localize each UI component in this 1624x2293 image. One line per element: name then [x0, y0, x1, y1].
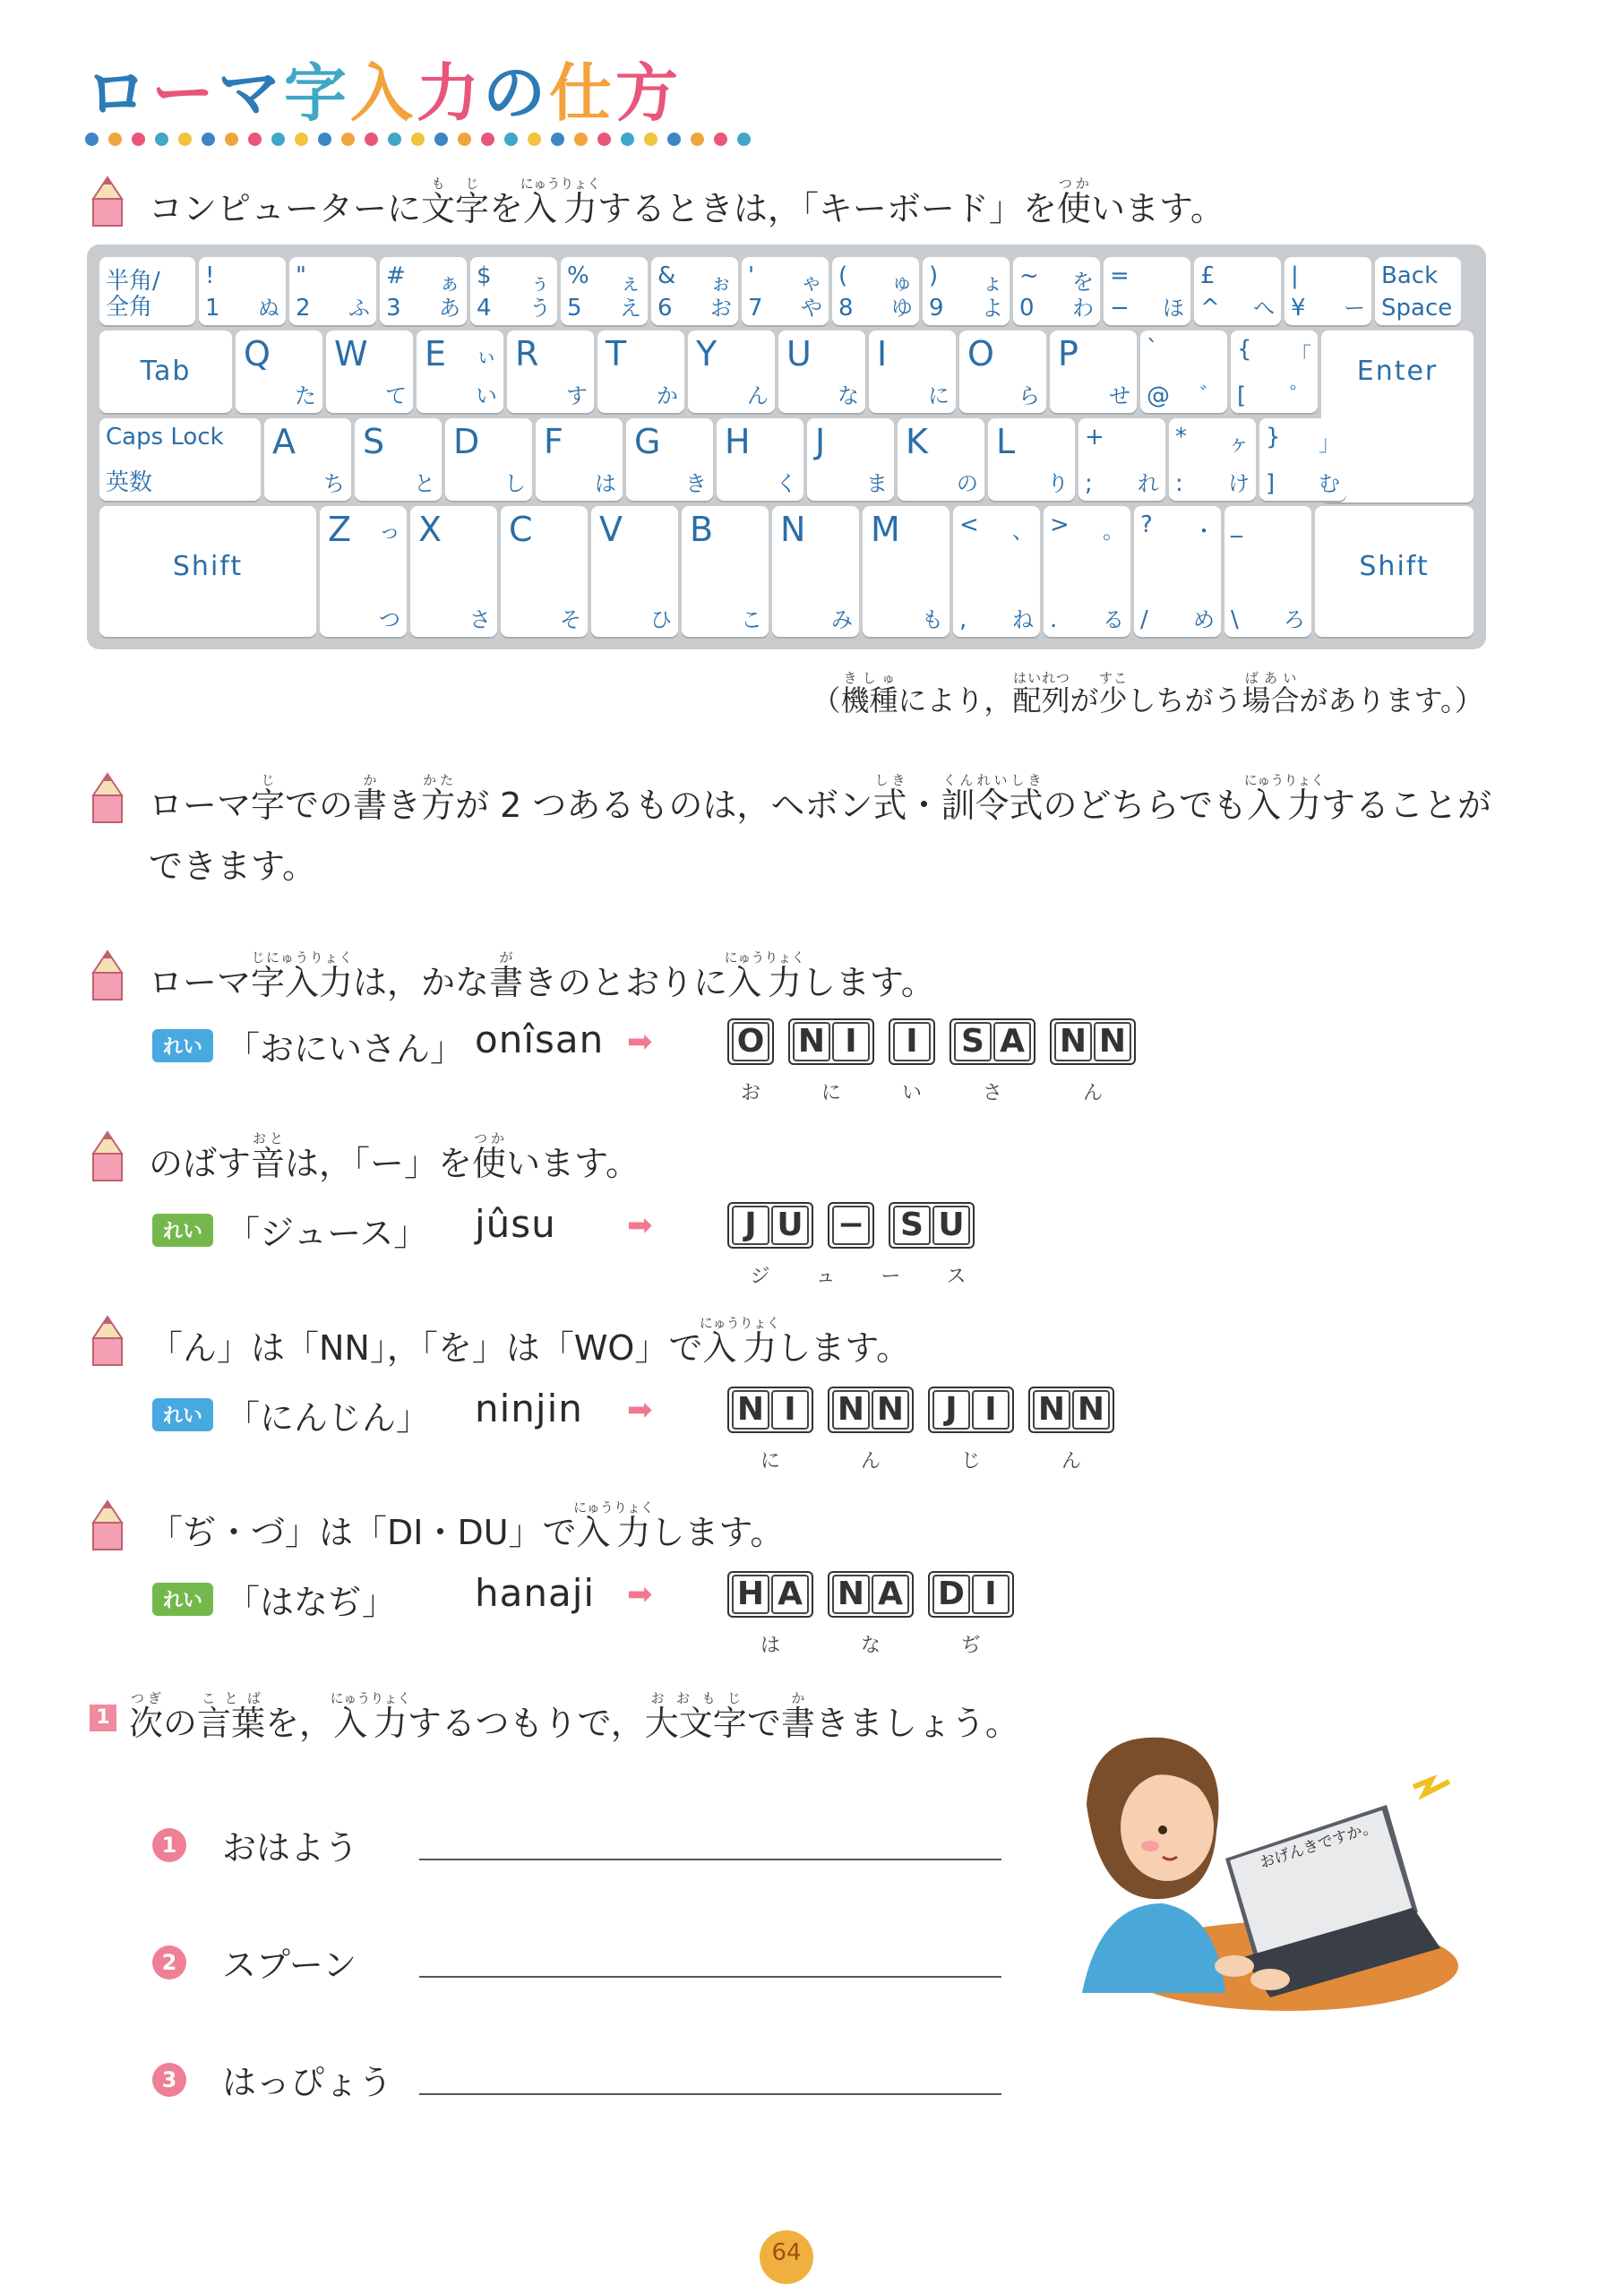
- kana-label: ー: [881, 1266, 901, 1288]
- example-romaji: jûsu: [475, 1202, 556, 1246]
- divider-dot: [434, 133, 448, 146]
- key-row3-7: K の: [898, 418, 984, 501]
- divider-dot: [621, 133, 634, 146]
- key-cap: I: [771, 1390, 809, 1430]
- key-row4-4: B こ: [682, 506, 769, 637]
- key-row2-4: T か: [597, 331, 684, 413]
- item-word: おはよう: [222, 1828, 359, 1868]
- kana-label: い: [902, 1082, 923, 1104]
- key-group: [727, 1018, 774, 1065]
- key-row1-13: | ¥ ー: [1285, 257, 1371, 325]
- key-cap: I: [893, 1022, 931, 1061]
- title-char: の: [483, 56, 549, 130]
- key-row1-10: ~ を 0 わ: [1013, 257, 1100, 325]
- title-dot-divider: [85, 133, 751, 146]
- key-cap: I: [832, 1022, 870, 1061]
- key-row1-1: ! 1 ぬ: [199, 257, 286, 325]
- key-row4-8: > 。 . る: [1044, 506, 1130, 637]
- divider-dot: [667, 133, 681, 146]
- key-group: [788, 1018, 874, 1065]
- key-cap: N: [1072, 1390, 1110, 1430]
- pencil-icon: [90, 1315, 125, 1370]
- key-row2-2: E ぃ い: [417, 331, 503, 413]
- kana-label: ん: [861, 1450, 881, 1473]
- divider-dot: [458, 133, 471, 146]
- example-ninjin: [152, 1387, 583, 1439]
- example-badge: れい: [152, 1214, 213, 1247]
- key-row4-5: N み: [772, 506, 859, 637]
- key-group: [889, 1202, 975, 1249]
- key-row3-6: J ま: [807, 418, 894, 501]
- divider-dot: [714, 133, 727, 146]
- key-group: [727, 1202, 813, 1249]
- example-keys-ninjin: [727, 1387, 1129, 1473]
- key-row3-4: G き: [626, 418, 713, 501]
- example-keys-onisan: [727, 1018, 1150, 1104]
- key-cap: A: [771, 1575, 809, 1614]
- kana-label: じ: [961, 1450, 982, 1473]
- key-group: [727, 1571, 813, 1618]
- key-group: [928, 1387, 1014, 1433]
- kana-label: ぢ: [961, 1635, 982, 1657]
- key-row2-8: O ら: [959, 331, 1046, 413]
- kana-label: お: [741, 1082, 761, 1104]
- key-caps-lock: Caps Lock 英数: [99, 418, 261, 501]
- key-cap: N: [793, 1022, 830, 1061]
- kana-label: は: [760, 1635, 781, 1657]
- example-onisan: [152, 1018, 605, 1070]
- example-badge: れい: [152, 1583, 213, 1616]
- divider-dot: [365, 133, 378, 146]
- key-cap: N: [1094, 1022, 1131, 1061]
- divider-dot: [108, 133, 122, 146]
- arrow-right-icon: ➡: [627, 1024, 653, 1060]
- example-hanaji: [152, 1571, 596, 1624]
- pencil-icon: [90, 772, 125, 828]
- title-char: 力: [417, 56, 483, 130]
- key-row3-3: F は: [536, 418, 623, 501]
- item-number: 2: [152, 1945, 186, 1980]
- divider-dot: [737, 133, 751, 146]
- key-cap: N: [732, 1390, 769, 1430]
- key-row4-7: < 、 , ね: [953, 506, 1040, 637]
- key-cap: −: [832, 1206, 870, 1245]
- example-keys-jusu: [727, 1202, 989, 1288]
- intro-paragraph: コンピューターに文字もじを入力にゅうりょくするときは，「キーボード」を使つかいます。: [90, 176, 1224, 239]
- example-keys-hanaji: [727, 1571, 1028, 1657]
- divider-dot: [481, 133, 494, 146]
- key-row2-3: R す: [507, 331, 594, 413]
- answer-line-2[interactable]: [419, 1976, 1001, 1978]
- rule-paragraph-long-vowel: のばす音おとは，「ー」を使つかいます。: [90, 1130, 640, 1194]
- key-row1-4: $ ぅ 4 う: [470, 257, 557, 325]
- divider-dot: [248, 133, 262, 146]
- key-cap: I: [972, 1390, 1010, 1430]
- key-row3-0: A ち: [264, 418, 351, 501]
- exercise-item-1: [152, 1820, 419, 1869]
- key-cap: N: [1054, 1022, 1092, 1061]
- key-cap: N: [1033, 1390, 1070, 1430]
- example-romaji: ninjin: [475, 1387, 583, 1430]
- divider-dot: [597, 133, 611, 146]
- key-row4-9: ? ・ / め: [1134, 506, 1221, 637]
- kana-label: に: [760, 1450, 781, 1473]
- divider-dot: [225, 133, 238, 146]
- key-row3-9: + ; れ: [1078, 418, 1165, 501]
- divider-dot: [132, 133, 145, 146]
- rule-paragraph-nn-wo: 「ん」は「NN」，「を」は「WO」で入力にゅうりょくします。: [90, 1315, 910, 1378]
- example-jusu: [152, 1202, 556, 1255]
- key-cap: U: [771, 1206, 809, 1245]
- pencil-icon: [90, 1130, 125, 1186]
- key-shift-right: Shift: [1315, 506, 1474, 637]
- divider-dot: [85, 133, 99, 146]
- key-row2-1: W て: [326, 331, 413, 413]
- key-row2-0: Q た: [236, 331, 322, 413]
- divider-dot: [341, 133, 355, 146]
- keyboard-note: （機種きしゅにより，配列はいれつが少すこしちがう場合ばあいがあります。）: [812, 670, 1483, 717]
- answer-line-1[interactable]: [419, 1859, 1001, 1860]
- key-group: [1028, 1387, 1114, 1433]
- key-row1-7: ' ゃ 7 や: [742, 257, 829, 325]
- title-char: 方: [615, 56, 682, 130]
- key-cap: O: [732, 1022, 769, 1061]
- key-row2-9: P せ: [1050, 331, 1137, 413]
- title-char: ロ: [85, 56, 151, 130]
- key-group: [889, 1018, 935, 1065]
- example-kana: 「にんじん」: [226, 1398, 431, 1438]
- arrow-right-icon: ➡: [627, 1392, 653, 1428]
- arrow-right-icon: ➡: [627, 1576, 653, 1612]
- divider-dot: [271, 133, 285, 146]
- key-row4-0: Z っ つ: [320, 506, 407, 637]
- example-romaji: hanaji: [475, 1571, 596, 1615]
- key-cap: A: [872, 1575, 909, 1614]
- title-char: 字: [284, 56, 350, 130]
- girl-typing-illustration: [1064, 1724, 1467, 2011]
- key-cap: H: [732, 1575, 769, 1614]
- key-group: [949, 1018, 1035, 1065]
- key-row2-6: U な: [778, 331, 865, 413]
- divider-dot: [411, 133, 425, 146]
- divider-dot: [504, 133, 518, 146]
- example-kana: 「はなぢ」: [226, 1583, 397, 1622]
- key-row2-7: I に: [869, 331, 956, 413]
- key-row1-3: # ぁ 3 あ: [380, 257, 467, 325]
- key-row4-1: X さ: [410, 506, 497, 637]
- divider-dot: [691, 133, 704, 146]
- example-kana: 「おにいさん」: [226, 1029, 465, 1069]
- title-char: ー: [151, 56, 218, 130]
- key-cap: J: [732, 1206, 769, 1245]
- key-group: [1050, 1018, 1136, 1065]
- kana-label: ュ: [815, 1266, 836, 1288]
- key-group: [828, 1202, 874, 1249]
- key-row1-8: ( ゅ 8 ゆ: [832, 257, 919, 325]
- key-cap: S: [954, 1022, 992, 1061]
- pencil-icon: [90, 949, 125, 1005]
- key-group: [727, 1387, 813, 1433]
- example-romaji: onîsan: [475, 1018, 605, 1061]
- example-badge: れい: [152, 1398, 213, 1431]
- divider-dot: [318, 133, 331, 146]
- kana-label: な: [861, 1635, 881, 1657]
- keyboard-diagram: [87, 245, 1486, 649]
- key-cap: U: [932, 1206, 970, 1245]
- title-char: マ: [218, 56, 284, 130]
- divider-dot: [178, 133, 192, 146]
- kana-label: ん: [1083, 1082, 1104, 1104]
- key-row3-10: * ヶ : け: [1169, 418, 1256, 501]
- key-row3-5: H く: [717, 418, 803, 501]
- title-char: 仕: [549, 56, 615, 130]
- divider-dot: [574, 133, 588, 146]
- exercise-item-3: [152, 2055, 419, 2104]
- page-number: 64: [760, 2230, 813, 2284]
- key-cap: S: [893, 1206, 931, 1245]
- item-number: 1: [152, 1828, 186, 1862]
- key-tab: Tab: [99, 331, 232, 413]
- divider-dot: [528, 133, 541, 146]
- key-row1-14: Back Space: [1375, 257, 1461, 325]
- key-cap: N: [872, 1390, 909, 1430]
- key-cap: N: [832, 1575, 870, 1614]
- kana-label: に: [821, 1082, 842, 1104]
- title-char: 入: [350, 56, 417, 130]
- text: コンピューターに: [149, 189, 422, 228]
- key-group: [828, 1387, 914, 1433]
- kana-label: さ: [983, 1082, 1003, 1104]
- divider-dot: [202, 133, 215, 146]
- key-row4-6: M も: [863, 506, 949, 637]
- divider-dot: [295, 133, 308, 146]
- example-kana: 「ジュース」: [226, 1214, 428, 1253]
- pencil-icon: [90, 1499, 125, 1555]
- key-row1-6: & ぉ 6 お: [651, 257, 738, 325]
- key-cap: I: [972, 1575, 1010, 1614]
- key-row3-1: S と: [355, 418, 442, 501]
- key-enter: Enter: [1321, 331, 1474, 502]
- rule-paragraph-kana: ローマ字入力じにゅうりょくは，かな書がきのとおりに入力にゅうりょくします。: [90, 949, 935, 1013]
- item-word: はっぴょう: [222, 2063, 393, 2102]
- key-row3-11: } 」 ] む: [1259, 418, 1346, 501]
- divider-dot: [551, 133, 564, 146]
- key-row2-5: Y ん: [688, 331, 775, 413]
- example-badge: れい: [152, 1029, 213, 1062]
- exercise-heading: 1 次つぎの言葉ことばを，入力にゅうりょくするつもりで，大文字おおもじで書かきましょう。: [90, 1690, 1019, 1745]
- key-row4-3: V ひ: [591, 506, 678, 637]
- kana-label: ス: [946, 1266, 967, 1288]
- key-row4-2: C そ: [501, 506, 588, 637]
- key-row1-2: " 2 ふ: [289, 257, 376, 325]
- kana-label: ジ: [750, 1266, 770, 1288]
- rule-paragraph-di-du: 「ぢ・づ」は「DI・DU」で入力にゅうりょくします。: [90, 1499, 784, 1563]
- item-word: スプーン: [222, 1945, 357, 1985]
- arrow-right-icon: ➡: [627, 1207, 653, 1243]
- key-row2-10: ` @ ゛: [1140, 331, 1227, 413]
- key-row1-12: £ ^ へ: [1194, 257, 1281, 325]
- pencil-icon: [90, 176, 125, 231]
- key-row3-8: L り: [988, 418, 1075, 501]
- divider-dot: [388, 133, 401, 146]
- key-row4-10: _ \ ろ: [1224, 506, 1311, 637]
- divider-dot: [155, 133, 168, 146]
- laptop-screen-text: おげんきですか。: [1258, 1817, 1379, 1873]
- key-row3-2: D し: [445, 418, 532, 501]
- key-row1-9: ) ょ 9 よ: [923, 257, 1010, 325]
- page-title: [85, 43, 682, 133]
- divider-dot: [644, 133, 657, 146]
- key-cap: D: [932, 1575, 970, 1614]
- key-cap: J: [932, 1390, 970, 1430]
- rule-paragraph-spelling: ローマ字じでの書かき方かたが 2 つあるものは，ヘボン式しき・訓令式くんれいしきのどちらでも入力にゅうりょくすることが できます。: [90, 772, 1491, 897]
- key-row1-5: % ぇ 5 え: [561, 257, 648, 325]
- key-cap: N: [832, 1390, 870, 1430]
- item-number: 3: [152, 2063, 186, 2097]
- kana-label: ん: [1061, 1450, 1082, 1473]
- key-row2-11: { 「 [ ゜: [1231, 331, 1318, 413]
- answer-line-3[interactable]: [419, 2093, 1001, 2095]
- key-row1-0: 半角/ 全角: [99, 257, 195, 325]
- exercise-item-2: [152, 1937, 419, 1987]
- key-cap: A: [993, 1022, 1031, 1061]
- key-row1-11: = − ほ: [1104, 257, 1190, 325]
- key-shift-left: Shift: [99, 506, 316, 637]
- key-group: [928, 1571, 1014, 1618]
- exercise-number: 1: [90, 1705, 116, 1731]
- key-group: [828, 1571, 914, 1618]
